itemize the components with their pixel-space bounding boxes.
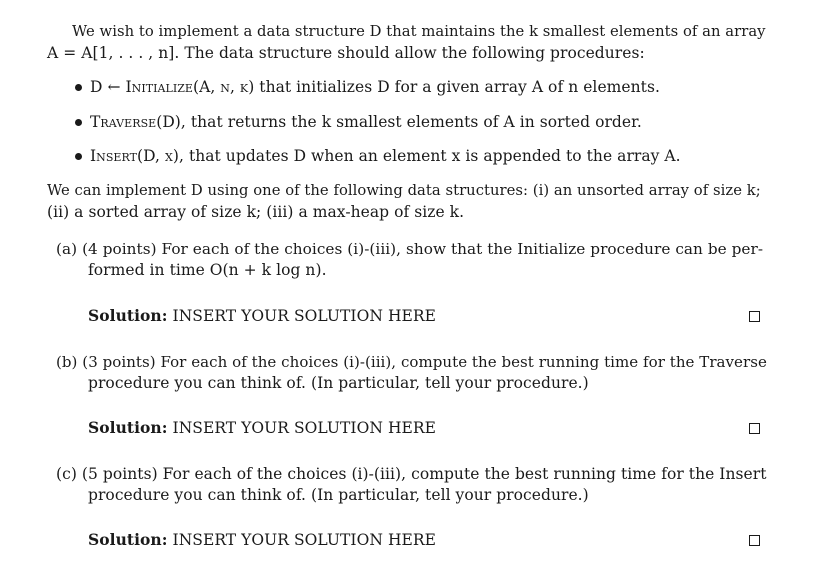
qed-box-icon [749,535,760,546]
part-points: (4 points) [82,240,157,258]
procedure-description: , that updates D when an element x is appended to the array A. [179,147,681,165]
part-b-line-1 [56,352,767,372]
part-text: For each of the choices (i)-(iii), compute the best running time for the Insert [162,465,767,483]
procedure-signature: Traverse(D) [90,113,181,131]
bullet-dot [75,84,82,91]
intro-line-1: We wish to implement a data structure D that maintains the k smallest elements of an array [72,23,766,40]
procedure-signature: D ← Initialize(A, n, k) [90,78,255,96]
bullet-dot [75,119,82,126]
bullet-initialize [90,77,660,97]
part-label: (b) [56,353,78,371]
part-a-solution [88,306,436,326]
part-a-line-1 [56,239,763,259]
part-text: For each of the choices (i)-(iii), show that the Initialize procedure can be per- [161,240,764,258]
part-points: (3 points) [82,353,156,371]
choices-line-1: We can implement D using one of the following data structures: (i) an unsorted array of size k; [47,182,761,199]
choices-line-2: (ii) a sorted array of size k; (iii) a max-heap of size k. [47,203,465,221]
part-text: For each of the choices (i)-(iii), compute the best running time for the Traverse [160,353,767,371]
procedure-description: that initializes D for a given array A of n elements. [254,78,660,96]
solution-text[interactable]: INSERT YOUR SOLUTION HERE [172,307,436,325]
part-label: (a) [56,240,78,258]
part-b-line-2: procedure you can think of. (In particular, tell your procedure.) [88,374,589,392]
part-b-solution [88,418,436,438]
part-a-line-2: formed in time O(n + k log n). [88,261,327,279]
qed-box-icon [749,311,760,322]
procedure-signature: Insert(D, x) [90,147,179,165]
part-c-solution [88,530,436,550]
solution-text[interactable]: INSERT YOUR SOLUTION HERE [172,419,436,437]
solution-label: Solution: [88,418,168,437]
part-label: (c) [56,465,77,483]
procedure-description: , that returns the k smallest elements of A in sorted order. [180,113,642,131]
intro-line-2: A = A[1, . . . , n]. The data structure should allow the following procedures: [47,44,645,62]
bullet-traverse [90,112,642,132]
part-c-line-1 [56,464,766,484]
solution-label: Solution: [88,306,168,325]
solution-label: Solution: [88,530,168,549]
bullet-dot [75,153,82,160]
solution-text[interactable]: INSERT YOUR SOLUTION HERE [172,531,436,549]
part-points: (5 points) [81,465,158,483]
part-c-line-2: procedure you can think of. (In particular, tell your procedure.) [88,486,589,504]
qed-box-icon [749,423,760,434]
bullet-insert [90,146,681,166]
